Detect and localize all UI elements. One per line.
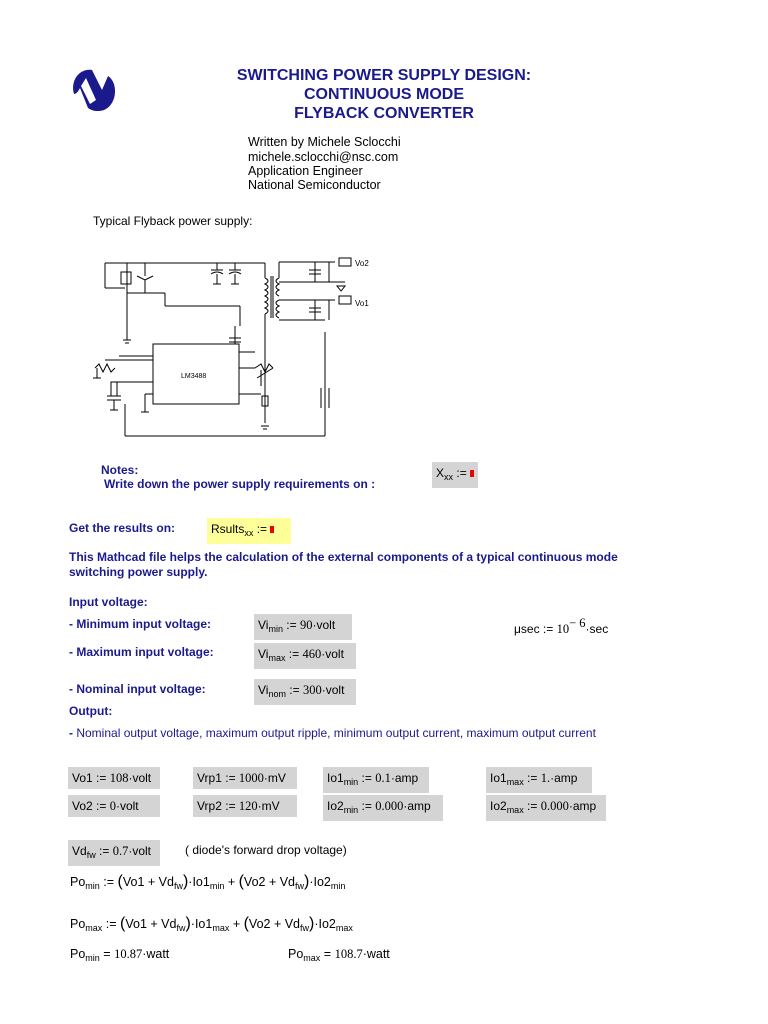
- io2max-name: Io2: [490, 799, 507, 813]
- pomin-sub: min: [85, 953, 100, 963]
- io1max-unit: amp: [554, 771, 578, 785]
- io2min-sub: min: [343, 805, 359, 815]
- vdfw-unit: volt: [132, 844, 152, 858]
- io1min-name: Io1: [327, 771, 344, 785]
- typical-label: Typical Flyback power supply:: [93, 214, 253, 228]
- vrp2-unit: mV: [261, 799, 280, 813]
- x-sub: xx: [444, 472, 454, 482]
- io1max-field[interactable]: $Io1_{max}$ := 1.·amp: [486, 767, 592, 793]
- author-company: National Semiconductor: [248, 178, 381, 192]
- io1min-unit: amp: [394, 771, 419, 785]
- title-line-3: FLYBACK CONVERTER: [294, 105, 474, 122]
- io1min-field[interactable]: $Io1_{min}$ := 0.1·amp: [323, 767, 429, 793]
- io1max-name: Io1: [490, 771, 507, 785]
- vdfw-value: 0.7: [112, 844, 129, 858]
- vimax-sub: max: [268, 653, 286, 663]
- title-line-2: CONTINUOUS MODE: [304, 86, 464, 103]
- usec-name: μsec: [514, 622, 540, 636]
- io2max-sub: max: [506, 805, 524, 815]
- notes-label: Notes:: [101, 463, 139, 477]
- author-name: Written by Michele Sclocchi: [248, 135, 401, 149]
- title-line-1: SWITCHING POWER SUPPLY DESIGN:: [236, 67, 532, 84]
- results-definition-box[interactable]: [207, 518, 291, 544]
- pomax-sub: max: [303, 953, 321, 963]
- pomin-equation[interactable]: $Po_{min}$ := $(Vo1 + Vd_{fw})\cdot Io1_{min} + (Vo2 + Vd_{fw})\cdot Io2_{min}$: [70, 873, 346, 891]
- vo1-unit: volt: [132, 771, 152, 785]
- vinom-sub: nom: [268, 689, 286, 699]
- vrp1-name: Vrp1: [197, 771, 222, 785]
- vrp2-value: 120: [238, 799, 258, 813]
- vrp1-field[interactable]: Vrp1 := 1000·mV: [193, 767, 297, 789]
- io1max-sub: max: [506, 777, 524, 787]
- x-definition-box[interactable]: [432, 462, 478, 488]
- usec-definition[interactable]: μsec := $10^{- 6}\cdot\sec$: [514, 616, 609, 636]
- pomax-value: 108.7: [334, 947, 363, 961]
- vo2-unit: volt: [119, 799, 139, 813]
- pomin-result: $Po_{min}$ = 10.87·watt: [70, 947, 170, 963]
- io2max-field[interactable]: $Io2_{max}$ := 0.000·amp: [486, 795, 606, 821]
- vo1-value: 108: [109, 771, 129, 785]
- output-description: - Nominal output voltage, maximum output ripple, minimum output current, maximum output current: [69, 726, 596, 740]
- vimin-sub: min: [268, 624, 283, 634]
- vrp1-unit: mV: [267, 771, 286, 785]
- vrp2-field[interactable]: Vrp2 := 120·mV: [193, 795, 297, 817]
- io2max-value: 0.000: [540, 799, 569, 813]
- vimax-value: 460: [302, 647, 322, 661]
- vimax-name: Vi: [258, 647, 269, 661]
- vo2-value: 0: [109, 799, 116, 813]
- red-placeholder-marker: [470, 470, 474, 477]
- vinom-unit: volt: [325, 683, 345, 697]
- red-placeholder-marker: [270, 526, 274, 533]
- results-assign: :=: [256, 522, 268, 536]
- nom-input-label: - Nominal input voltage:: [69, 682, 206, 696]
- vimin-name: Vi: [258, 618, 269, 632]
- io1min-sub: min: [343, 777, 359, 787]
- vinom-field[interactable]: $Vi_{nom}$ := 300·volt: [254, 679, 356, 705]
- vout2-label: Vo2: [355, 259, 369, 268]
- vimin-unit: volt: [316, 618, 336, 632]
- vimax-field[interactable]: $Vi_{max}$ := 460·volt: [254, 643, 356, 669]
- vimin-value: 90: [299, 618, 313, 632]
- input-heading: Input voltage:: [69, 595, 148, 609]
- ic-label: LM3488: [181, 373, 207, 380]
- max-input-label: - Maximum input voltage:: [69, 645, 214, 659]
- notes-text: Write down the power supply requirements on :: [104, 477, 376, 491]
- description: This Mathcad file helps the calculation of the external components of a typical continuous mode switching power supply.: [69, 550, 618, 579]
- vrp2-name: Vrp2: [197, 799, 222, 813]
- io1min-value: 0.1: [375, 771, 391, 785]
- vdfw-note: ( diode's forward drop voltage): [185, 843, 347, 857]
- io2min-value: 0.000: [375, 799, 404, 813]
- io2min-field[interactable]: $Io2_{min}$ := 0.000·amp: [323, 795, 443, 821]
- results-sub: xx: [244, 528, 254, 538]
- usec-unit: sec: [589, 622, 609, 636]
- io2min-name: Io2: [327, 799, 344, 813]
- pomax-result: $Po_{max}$ = 108.7·watt: [288, 947, 390, 963]
- vrp1-value: 1000: [238, 771, 264, 785]
- pomax-equation[interactable]: $Po_{max}$ := $(Vo1 + Vd_{fw})\cdot Io1_{max} + (Vo2 + Vd_{fw})\cdot Io2_{max}$: [70, 915, 353, 933]
- author-email: michele.sclocchi@nsc.com: [248, 150, 399, 164]
- output-heading: Output:: [69, 704, 113, 718]
- pomin-value: 10.87: [114, 947, 143, 961]
- vdfw-sub: fw: [86, 850, 96, 860]
- output-desc-text: Nominal output voltage, maximum output ripple, minimum output current, maximum output current: [76, 726, 596, 740]
- io1max-value: 1.: [540, 771, 551, 785]
- pomin-name: Po: [70, 947, 86, 961]
- vo1-name: Vo1: [72, 771, 93, 785]
- vinom-name: Vi: [258, 683, 269, 697]
- results-name: Rsults: [211, 522, 245, 536]
- pomax-name: Po: [288, 947, 304, 961]
- io2min-unit: amp: [407, 799, 431, 813]
- results-label: Get the results on:: [69, 521, 176, 535]
- pomin-unit: watt: [146, 947, 170, 961]
- x-assign: :=: [456, 466, 467, 480]
- author-role: Application Engineer: [248, 164, 363, 178]
- pomax-unit: watt: [366, 947, 390, 961]
- io2max-unit: amp: [572, 799, 597, 813]
- min-input-label: - Minimum input voltage:: [69, 617, 211, 631]
- usec-exp: − 6: [569, 616, 586, 630]
- vo2-field[interactable]: Vo2 := 0·volt: [68, 795, 160, 817]
- vimin-field[interactable]: $Vi_{min}$ := 90·volt: [254, 614, 352, 640]
- x-name: X: [436, 466, 445, 480]
- vimax-unit: volt: [325, 647, 344, 661]
- usec-base: 10: [556, 622, 570, 636]
- flyback-schematic: [85, 248, 385, 440]
- vo1-field[interactable]: Vo1 := 108·volt: [68, 767, 160, 789]
- vout1-label: Vo1: [355, 299, 369, 308]
- vdfw-name: Vd: [72, 844, 87, 858]
- vdfw-field[interactable]: $Vd_{fw}$ := 0.7·volt: [68, 840, 160, 866]
- vinom-value: 300: [302, 683, 322, 697]
- vo2-name: Vo2: [72, 799, 93, 813]
